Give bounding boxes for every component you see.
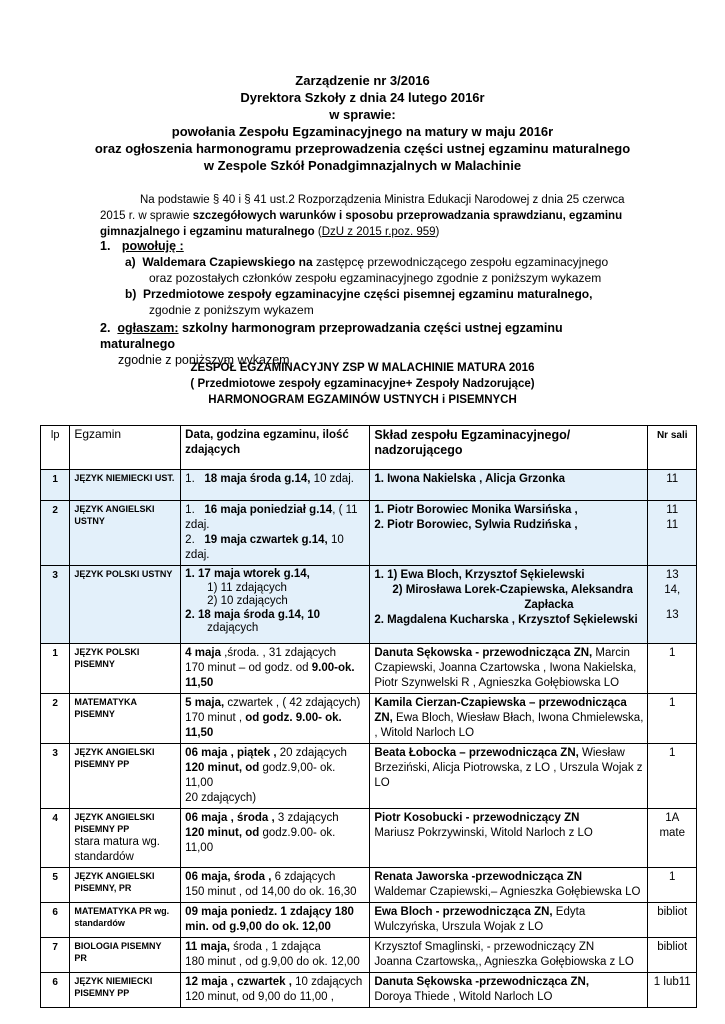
intro-ref: DzU z 2015 r.poz. 959 <box>321 226 436 238</box>
cell-exam: JĘZYK NIEMIECKI PISEMNY PP <box>70 973 181 1008</box>
cell-team-bold: Danuta Sękowska - przewodnicząca ZN, <box>374 647 593 659</box>
cell-team-line-2: 2. Piotr Borowiec, Sylwia Rudzińska , <box>374 519 578 531</box>
cell-date-text: środa , 1 zdająca <box>229 941 321 953</box>
cell-exam <box>70 809 181 868</box>
title-line-3: w sprawie: <box>329 107 396 122</box>
cell-room: 1 lub11 <box>648 973 697 1008</box>
intro-ref-close: ) <box>435 226 440 238</box>
item-2-bold: szkolny harmonogram przeprowadzania części ustnej egzaminu maturalnego <box>100 321 563 351</box>
cell-lp: 4 <box>41 809 70 868</box>
cell-team <box>370 694 648 744</box>
cell-room: bibliot <box>648 938 697 973</box>
cell-team <box>370 903 648 938</box>
cell-lp: 2 <box>41 501 70 566</box>
item-b <box>125 286 640 318</box>
table-row <box>41 903 697 938</box>
item-1-label: powołuję : <box>121 239 184 253</box>
cell-exam: JĘZYK POLSKI PISEMNY <box>70 644 181 694</box>
item-a-bold: Waldemara Czapiewskiego na <box>142 255 313 269</box>
cell-team-text-2: Joanna Czartowska,, Agnieszka Gołębiowska z LO <box>374 956 634 968</box>
cell-date-line-3: 2) 10 zdających <box>207 595 288 607</box>
cell-team-line-1: 1. Piotr Borowiec Monika Warsińska , <box>374 504 578 516</box>
cell-team-bold: Piotr Kosobucki - przewodniczący ZN <box>374 812 580 824</box>
cell-date-text: ,środa. , 31 zdających <box>220 647 337 659</box>
cell-room <box>648 809 697 868</box>
cell-exam: JĘZYK ANGIELSKI USTNY <box>70 501 181 566</box>
intro-paragraph <box>100 192 640 240</box>
cell-exam: JĘZYK ANGIELSKI PISEMNY, PR <box>70 868 181 903</box>
cell-team <box>370 973 648 1008</box>
cell-team-text: Waldemar Czapiewski,– Agnieszka Gołębiewska LO <box>374 886 641 898</box>
cell-date-text-2: 170 minut – od godz. od <box>185 662 312 674</box>
table-row <box>41 566 697 644</box>
cell-room: 1 <box>648 868 697 903</box>
cell-date-bold: 16 maja poniedział g.14 <box>204 504 333 516</box>
cell-room-2: mate <box>659 827 686 839</box>
cell-date-text: 6 zdających <box>271 871 336 883</box>
cell-date: 09 maja poniedz. 1 zdający 180 min. od g.9,00 do ok. 12,00 <box>181 903 370 938</box>
cell-date-text: 10 zdaj. <box>310 473 354 485</box>
cell-room-1: 1A <box>665 812 680 824</box>
cell-exam-note: stara matura wg. standardów <box>74 836 160 863</box>
intro-bold: szczegółowych warunków i sposobu przeprowadzania sprawdzianu, egzaminu gimnazjalnego i egzaminu maturalnego <box>100 210 623 238</box>
cell-date-text: 20 zdających <box>276 747 347 759</box>
cell-exam: MATEMATYKA PR wg. standardów <box>70 903 181 938</box>
cell-exam: JĘZYK NIEMIECKI UST. <box>70 470 181 501</box>
cell-date-bold: 18 maja środa g.14, <box>204 473 311 485</box>
cell-date <box>181 973 370 1008</box>
cell-exam: MATEMATYKA PISEMNY <box>70 694 181 744</box>
cell-room <box>648 566 697 644</box>
cell-date <box>181 938 370 973</box>
cell-room-1: 13 <box>665 569 679 581</box>
cell-date <box>181 868 370 903</box>
cell-team <box>370 566 648 644</box>
item-b-bold: Przedmiotowe zespoły egzaminacyjne części pisemnej egzaminu maturalnego, <box>143 287 593 301</box>
table-row <box>41 938 697 973</box>
cell-date-text-2: 120 minut, od 9,00 do 11,00 , <box>185 991 334 1003</box>
cell-team-line-4: 2. Magdalena Kucharska , Krzysztof Sękielewski <box>374 614 638 626</box>
cell-lp: 3 <box>41 566 70 644</box>
cell-date <box>181 470 370 501</box>
schedule-table <box>40 425 697 1008</box>
title-line-2: Dyrektora Szkoły z dnia 24 lutego 2016r <box>240 90 485 105</box>
cell-team <box>370 744 648 809</box>
cell-date <box>181 694 370 744</box>
cell-room-2: 14, <box>664 584 681 596</box>
cell-date-text-3: 20 zdających) <box>185 792 257 804</box>
cell-date <box>181 501 370 566</box>
cell-date-text: 3 zdających <box>274 812 339 824</box>
cell-date-bold-3: 11,50 <box>185 677 214 689</box>
cell-room: 1 <box>648 744 697 809</box>
cell-date-bold: 11 maja, <box>185 941 230 953</box>
cell-team-line-1: 1. 1) Ewa Bloch, Krzysztof Sękielewski <box>374 569 585 581</box>
table-row <box>41 501 697 566</box>
cell-lp: 3 <box>41 744 70 809</box>
cell-date-line-4: 2. 18 maja środa g.14, 10 <box>185 608 321 621</box>
cell-team-bold: Kamila Cierzan-Czapiewska – przewodnicząca ZN, <box>374 697 627 724</box>
cell-team <box>370 809 648 868</box>
cell-exam: BIOLOGIA PISEMNY PR <box>70 938 181 973</box>
cell-room-2: 11 <box>666 519 679 531</box>
cell-date-bold: 5 maja, <box>185 697 225 709</box>
cell-date-bold-2: od godz. 9.00- ok. 11,50 <box>185 712 342 739</box>
cell-date-bold: 12 maja , czwartek , <box>185 976 292 988</box>
table-header-row <box>41 426 697 470</box>
cell-date-bold-2: 120 minut, od <box>185 762 260 774</box>
cell-team-text: Wiesław Brzeziński, Alicja Piotrowska, z LO , Urszula Wojak z LO <box>374 747 643 789</box>
cell-room-3: 13 <box>665 609 679 621</box>
title-line-5: oraz ogłoszenia harmonogramu przeprowadzenia części ustnej egzaminu maturalnego <box>94 141 631 156</box>
item-b-num: b) <box>125 287 137 301</box>
cell-room: bibliot <box>648 903 697 938</box>
cell-date <box>181 566 370 644</box>
cell-team-bold: Ewa Bloch - przewodnicząca ZN, <box>374 906 553 918</box>
header-exam: Egzamin <box>70 426 181 470</box>
cell-date-bold-2: 120 minut, od <box>185 827 260 839</box>
item-1-num: 1. <box>100 239 111 253</box>
cell-date-num-2: 2. <box>185 534 195 546</box>
cell-date-num: 1. <box>185 473 195 485</box>
cell-date-bold: 06 maja , piątek , <box>185 747 277 759</box>
cell-team-text: Mariusz Pokrzywinski, Witold Narloch z LO <box>374 827 593 839</box>
cell-team-line-3: Zapłacka <box>524 599 574 611</box>
cell-team: 1. Iwona Nakielska , Alicja Grzonka <box>370 470 648 501</box>
cell-date-text-2: 180 minut , od g.9,00 do ok. 12,00 <box>185 956 360 968</box>
cell-date <box>181 744 370 809</box>
cell-team-line-2: 2) Mirosława Lorek-Czapiewska, Aleksandra <box>392 584 633 596</box>
item-a-cont: oraz pozostałych członków zespołu egzaminacyjnego zgodnie z poniższym wykazem <box>149 271 602 285</box>
item-2-cont: zgodnie z poniższym wykazem <box>118 353 290 367</box>
table-row <box>41 973 697 1008</box>
cell-date-text-2: godz.9,00- ok. 11,00 <box>185 762 336 789</box>
table-title-line-2: ( Przedmiotowe zespoły egzaminacyjne+ Zespoły Nadzorujące) <box>190 378 535 390</box>
title-line-1: Zarządzenie nr 3/2016 <box>295 73 430 88</box>
table-row <box>41 644 697 694</box>
table-title-line-3: HARMONOGRAM EGZAMINÓW USTNYCH i PISEMNYCH <box>208 394 517 406</box>
cell-lp: 6 <box>41 903 70 938</box>
title-line-4: powołania Zespołu Egzaminacyjnego na matury w maju 2016r <box>171 124 554 139</box>
table-row <box>41 470 697 501</box>
cell-exam-label: JĘZYK ANGIELSKI PISEMNY PP <box>74 812 155 834</box>
item-a-text: zastępcę przewodniczącego zespołu egzaminacyjnego <box>312 255 609 269</box>
cell-room-1: 11 <box>666 504 679 516</box>
cell-room: 11 <box>648 470 697 501</box>
cell-date-text-2: 10 zdaj. <box>185 534 344 561</box>
cell-date-text-2: godz.9.00- ok. 11,00 <box>185 827 336 854</box>
cell-team-text: Krzysztof Smaglinski, - przewodniczący ZN <box>374 941 595 953</box>
cell-date-num: 1. <box>185 504 195 516</box>
intro-ref-open: ( <box>314 226 322 238</box>
title-line-6: w Zespole Szkół Ponadgimnazjalnych w Malachinie <box>203 158 522 173</box>
cell-date-text: , ( 11 zdaj. <box>185 504 358 531</box>
header-lp: lp <box>41 426 70 470</box>
item-a-num: a) <box>125 255 136 269</box>
cell-lp: 7 <box>41 938 70 973</box>
cell-team-bold: Beata Łobocka – przewodnicząca ZN, <box>374 747 579 759</box>
cell-date-text: czwartek , ( 42 zdających) <box>224 697 361 709</box>
cell-lp: 1 <box>41 644 70 694</box>
cell-date-line-1: 1. 17 maja wtorek g.14, <box>185 568 310 580</box>
cell-exam: JĘZYK ANGIELSKI PISEMNY PP <box>70 744 181 809</box>
cell-team <box>370 868 648 903</box>
cell-date-bold: 06 maja , środa , <box>185 812 275 824</box>
cell-team <box>370 644 648 694</box>
cell-lp: 2 <box>41 694 70 744</box>
cell-team-bold: Danuta Sękowska -przewodnicząca ZN, <box>374 976 590 988</box>
cell-team <box>370 938 648 973</box>
cell-date-bold-2: 9.00-ok. <box>311 662 355 674</box>
cell-team-bold: Renata Jaworska -przewodnicząca ZN <box>374 871 583 883</box>
document-title <box>0 72 725 174</box>
table-row <box>41 694 697 744</box>
cell-date-text: 10 zdających <box>291 976 363 988</box>
cell-team <box>370 501 648 566</box>
cell-team-text: Doroya Thiede , Witold Narloch LO <box>374 991 553 1003</box>
cell-date-line-2: 1) 11 zdających <box>207 581 287 594</box>
header-team: Skład zespołu Egzaminacyjnego/ nadzorującego <box>370 426 648 470</box>
cell-lp: 6 <box>41 973 70 1008</box>
item-a <box>125 254 640 286</box>
cell-date-bold: 4 maja <box>185 647 221 659</box>
cell-team-text: Edyta Wulczyńska, Urszula Wojak z LO <box>374 906 586 933</box>
item-2-num: 2. <box>100 321 111 335</box>
cell-lp: 1 <box>41 470 70 501</box>
cell-team-text: Ewa Bloch, Wiesław Błach, Iwona Chmielewska, , Witold Narloch LO <box>374 712 644 739</box>
cell-room: 1 <box>648 644 697 694</box>
cell-date-text-2: 150 minut , od 14,00 do ok. 16,30 <box>185 886 357 898</box>
cell-date-bold: 06 maja, środa , <box>185 871 272 883</box>
cell-team-text: Marcin Czapiewski, Joanna Czartowska , Iwona Nakielska, Piotr Szynwelski R , Agnieszka Gołębiowska LO <box>374 647 637 689</box>
item-b-cont: zgodnie z poniższym wykazem <box>149 303 314 317</box>
table-row <box>41 868 697 903</box>
table-title-line-1: ZESPÓŁ EGZAMINACYJNY ZSP W MALACHINIE MATURA 2016 <box>190 362 535 374</box>
header-room: Nr sali <box>648 426 697 470</box>
cell-exam: JĘZYK POLSKI USTNY <box>70 566 181 644</box>
item-2-label: ogłaszam: <box>117 321 179 335</box>
cell-room <box>648 501 697 566</box>
item-1 <box>100 238 640 254</box>
table-row <box>41 809 697 868</box>
header-date: Data, godzina egzaminu, ilość zdających <box>181 426 370 470</box>
cell-date <box>181 644 370 694</box>
cell-date-line-5: zdających <box>207 622 259 634</box>
table-row <box>41 744 697 809</box>
cell-date-text-2: 170 minut , <box>185 712 246 724</box>
cell-room: 1 <box>648 694 697 744</box>
table-title <box>0 360 725 408</box>
cell-date-bold-2: 19 maja czwartek g.14, <box>204 534 328 546</box>
cell-lp: 5 <box>41 868 70 903</box>
cell-date <box>181 809 370 868</box>
intro-text: Na podstawie § 40 i § 41 ust.2 Rozporządzenia Ministra Edukacji Narodowej z dnia 25 czerwca 2015 r. w sprawie <box>100 194 625 222</box>
